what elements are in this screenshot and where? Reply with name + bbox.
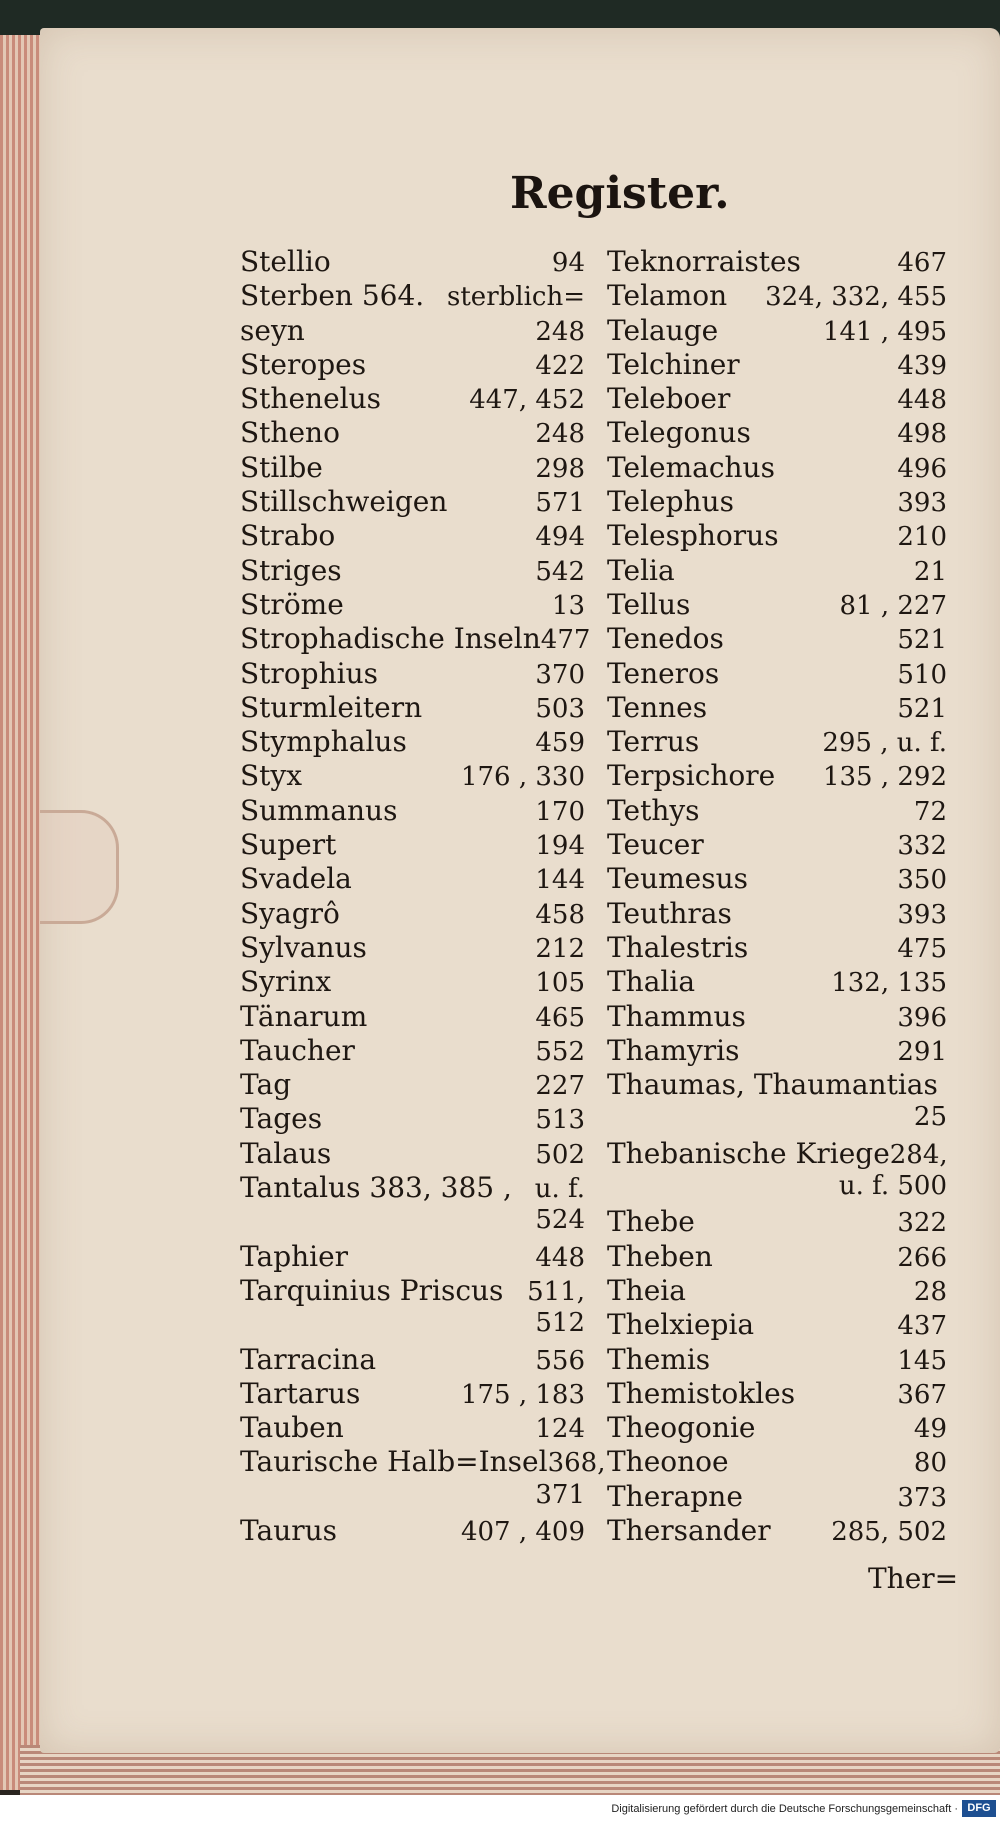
index-entry [240, 1377, 585, 1411]
index-entry [607, 759, 947, 793]
index-entry [607, 1034, 947, 1068]
index-pages: 94 [551, 248, 585, 278]
index-pages: 28 [913, 1276, 947, 1307]
index-term: Svadela [240, 862, 352, 896]
index-pages: 371 [535, 1479, 585, 1510]
index-entry [240, 1274, 585, 1308]
index-pages: 248 [535, 419, 585, 450]
index-entry [240, 1137, 585, 1171]
index-entry [607, 382, 947, 416]
index-term: Themis [607, 1342, 711, 1376]
index-pages: 459 [535, 728, 585, 759]
index-pages: 332 [897, 831, 947, 862]
index-entry [240, 451, 585, 485]
index-pages: 105 [535, 968, 585, 999]
index-entry [607, 279, 947, 313]
index-term: Tartarus [240, 1376, 361, 1410]
index-term: Talaus [240, 1136, 332, 1170]
index-entry [607, 554, 947, 588]
index-term: Sterben 564. [240, 279, 425, 313]
index-pages: 437 [897, 1311, 947, 1342]
index-pages: 266 [897, 1242, 947, 1273]
index-term: Telegonus [607, 416, 751, 450]
index-pages: 510 [897, 659, 947, 690]
index-term: Striges [240, 553, 342, 587]
index-pages: 81 , 227 [839, 590, 947, 621]
index-term: Thaumas, Thaumantias [607, 1068, 938, 1102]
index-pages: 212 [535, 933, 585, 964]
index-term: Taucher [240, 1033, 355, 1067]
index-term: Strabo [240, 519, 336, 553]
index-entry [240, 588, 585, 622]
index-pages: 494 [535, 522, 585, 553]
index-term: Teucer [607, 828, 704, 862]
index-entry [240, 245, 585, 279]
index-entry [240, 1068, 585, 1102]
index-term: Ströme [240, 587, 344, 621]
index-term: Thebanische Kriege [607, 1136, 890, 1170]
index-term: Sturmleitern [240, 690, 423, 724]
index-pages: 248 [535, 316, 585, 347]
index-pages: 25 [913, 1102, 947, 1133]
index-entry [607, 1274, 947, 1308]
digitization-footer [0, 1795, 1000, 1825]
index-term: Strophius [240, 656, 378, 690]
index-pages: 170 [535, 796, 585, 827]
index-pages: 448 [897, 385, 947, 416]
index-entry [607, 451, 947, 485]
index-entry [607, 1343, 947, 1377]
index-entry [607, 897, 947, 931]
index-term: Thamyris [607, 1033, 740, 1067]
index-term: Thelxiepia [607, 1308, 755, 1342]
index-entry [240, 1308, 585, 1342]
index-entry [240, 348, 585, 382]
index-entry [240, 314, 585, 348]
index-term: Terrus [607, 725, 700, 759]
index-term: Thebe [607, 1205, 695, 1239]
index-term: Theben [607, 1239, 713, 1273]
index-entry [240, 828, 585, 862]
index-pages: 496 [897, 453, 947, 484]
index-entry [607, 794, 947, 828]
index-entry [607, 862, 947, 896]
index-entry [240, 382, 585, 416]
index-pages: 502 [535, 1139, 585, 1170]
index-entry [240, 554, 585, 588]
index-pages: 324, 332, 455 [765, 282, 947, 313]
index-term: Stymphalus [240, 725, 407, 759]
index-pages: 407 , 409 [460, 1516, 585, 1547]
index-term: Theogonie [607, 1411, 756, 1445]
index-pages: 367 [897, 1379, 947, 1410]
index-pages: 524 [535, 1205, 585, 1236]
index-term: Teknorraistes [607, 245, 801, 278]
index-term: Thammus [607, 999, 746, 1033]
index-term: Tarquinius Priscus [240, 1273, 504, 1307]
index-entry [240, 759, 585, 793]
index-entry [607, 657, 947, 691]
index-term: Telephus [607, 485, 734, 519]
index-term: Theia [607, 1273, 686, 1307]
index-term: Teneros [607, 656, 720, 690]
index-term: Themistokles [607, 1376, 796, 1410]
index-pages: 513 [535, 1105, 585, 1136]
index-entry [607, 965, 947, 999]
index-entry [607, 1514, 947, 1548]
index-entry [607, 1068, 947, 1102]
index-pages: 458 [535, 899, 585, 930]
index-pages: 322 [897, 1208, 947, 1239]
index-pages: 145 [897, 1345, 947, 1376]
index-entry [607, 1137, 947, 1171]
index-term: Tag [240, 1068, 292, 1102]
index-term: Teleboer [607, 382, 731, 416]
index-entry [240, 657, 585, 691]
index-entry [607, 1102, 947, 1136]
index-term: Tantalus 383, 385 , [240, 1171, 512, 1205]
index-pages: 13 [551, 590, 585, 621]
index-term: Telauge [607, 313, 719, 347]
index-term: Theonoe [607, 1445, 729, 1479]
index-term: Taurische Halb=Insel [240, 1445, 548, 1479]
index-entry [240, 1205, 585, 1239]
index-entry [240, 1240, 585, 1274]
index-term: Summanus [240, 793, 398, 827]
index-pages: 368, [547, 1448, 606, 1479]
index-term: Telemachus [607, 450, 775, 484]
index-pages: 422 [535, 350, 585, 381]
dfg-logo: DFG [962, 1800, 996, 1817]
index-entry [240, 1411, 585, 1445]
index-term: Stillschweigen [240, 485, 448, 519]
index-column-right [607, 245, 947, 1548]
index-pages: 467 [897, 248, 947, 278]
index-entry [240, 1034, 585, 1068]
index-term: Sylvanus [240, 930, 367, 964]
index-pages: 298 [535, 453, 585, 484]
index-term: Terpsichore [607, 759, 776, 793]
index-entry [607, 1308, 947, 1342]
index-term: Stellio [240, 245, 331, 278]
catchword: Ther= [868, 1562, 959, 1595]
index-term: Teuthras [607, 896, 732, 930]
index-entry [240, 794, 585, 828]
index-entry [240, 622, 591, 656]
index-term: Tarracina [240, 1342, 377, 1376]
index-term: Tages [240, 1102, 323, 1136]
index-pages: 521 [897, 625, 947, 656]
index-entry [240, 416, 585, 450]
index-term: Steropes [240, 347, 367, 381]
index-entry [240, 279, 585, 313]
index-entry [607, 828, 947, 862]
index-pages: 141 , 495 [822, 316, 947, 347]
index-pages: 503 [535, 693, 585, 724]
index-term: Tellus [607, 587, 691, 621]
index-term: Telchiner [607, 347, 740, 381]
index-entry [607, 1171, 947, 1205]
index-pages: 72 [913, 796, 947, 827]
index-pages: 210 [897, 522, 947, 553]
index-term: Tethys [607, 793, 700, 827]
index-term: Sthenelus [240, 382, 381, 416]
index-pages: 285, 502 [831, 1516, 947, 1547]
index-entry [240, 1102, 585, 1136]
index-entry [240, 1343, 585, 1377]
index-entry [240, 1171, 585, 1205]
index-pages: 498 [897, 419, 947, 450]
index-pages: 295 , u. f. [822, 728, 947, 759]
index-pages: 396 [897, 1002, 947, 1033]
index-entry [607, 1240, 947, 1274]
index-pages: 448 [535, 1242, 585, 1273]
index-entry [240, 897, 585, 931]
footer-credit: Digitalisierung gefördert durch die Deutsche Forschungsgemeinschaft · [611, 1803, 958, 1815]
index-entry [240, 1445, 606, 1479]
index-pages: 511, [527, 1276, 585, 1307]
index-entry [240, 931, 585, 965]
index-term: Tänarum [240, 999, 368, 1033]
index-term: Telesphorus [607, 519, 779, 553]
index-pages: 175 , 183 [460, 1379, 585, 1410]
index-pages: 80 [913, 1448, 947, 1479]
index-entry [607, 1377, 947, 1411]
index-pages: 370 [535, 659, 585, 690]
index-term: seyn [240, 313, 305, 347]
index-pages: 542 [535, 556, 585, 587]
index-pages: u. f. [534, 1174, 585, 1205]
index-term: Therapne [607, 1479, 743, 1513]
index-term: Strophadische Inseln [240, 622, 541, 656]
index-entry [607, 588, 947, 622]
index-pages: 227 [535, 1071, 585, 1102]
index-entry [607, 1445, 947, 1479]
index-term: Tennes [607, 690, 708, 724]
index-entry [607, 1480, 947, 1514]
index-pages: 21 [913, 556, 947, 587]
index-entry [607, 314, 947, 348]
index-entry [607, 1205, 947, 1239]
index-term: Stilbe [240, 450, 323, 484]
index-pages: u. f. 500 [838, 1171, 947, 1202]
index-entry [607, 245, 947, 279]
index-pages: 512 [535, 1308, 585, 1339]
index-pages: 135 , 292 [822, 762, 947, 793]
index-term: Taphier [240, 1239, 349, 1273]
index-pages: 465 [535, 1002, 585, 1033]
index-term: Tenedos [607, 622, 724, 656]
index-term: Telia [607, 553, 675, 587]
index-pages: 477 [540, 625, 591, 656]
index-entry [240, 965, 585, 999]
page-title: Register. [510, 168, 730, 219]
index-term: Thalia [607, 965, 696, 999]
index-entry [607, 622, 947, 656]
index-entry [240, 485, 585, 519]
index-entry [240, 691, 585, 725]
index-pages: 393 [897, 899, 947, 930]
index-pages: 49 [913, 1414, 947, 1445]
index-term: Syrinx [240, 965, 332, 999]
index-term: Syagrô [240, 896, 340, 930]
index-term: Stheno [240, 416, 340, 450]
index-pages: 132, 135 [831, 968, 947, 999]
index-pages: 475 [897, 933, 947, 964]
index-term: Taurus [240, 1513, 338, 1547]
index-term: Thersander [607, 1513, 771, 1547]
index-pages: 439 [897, 350, 947, 381]
index-entry [607, 416, 947, 450]
index-term: Supert [240, 828, 337, 862]
index-entry [240, 519, 585, 553]
page-clip-tab [40, 810, 119, 924]
index-entry [607, 519, 947, 553]
index-entry [607, 1000, 947, 1034]
index-pages: 521 [897, 693, 947, 724]
index-pages: 552 [535, 1036, 585, 1067]
index-entry [240, 1480, 585, 1514]
index-pages: 447, 452 [469, 385, 585, 416]
index-entry [607, 725, 947, 759]
index-pages: 291 [897, 1036, 947, 1067]
index-term: Styx [240, 759, 303, 793]
index-entry [607, 485, 947, 519]
index-pages: 144 [535, 865, 585, 896]
index-pages: 124 [535, 1414, 585, 1445]
index-term: Thalestris [607, 930, 749, 964]
index-entry [240, 1514, 585, 1548]
index-entry [240, 725, 585, 759]
index-pages: 571 [535, 488, 585, 519]
index-term: Teumesus [607, 862, 748, 896]
index-entry [240, 862, 585, 896]
index-term: Tauben [240, 1411, 344, 1445]
index-entry [607, 1411, 947, 1445]
index-pages: 176 , 330 [460, 762, 585, 793]
index-pages: 393 [897, 488, 947, 519]
index-entry [240, 1000, 585, 1034]
index-pages: 284, [889, 1139, 948, 1170]
index-pages: 194 [535, 831, 585, 862]
index-entry [607, 931, 947, 965]
index-pages: 350 [897, 865, 947, 896]
index-column-left [240, 245, 606, 1548]
index-entry [607, 348, 947, 382]
index-pages: 556 [535, 1345, 585, 1376]
index-entry [607, 691, 947, 725]
index-pages: 373 [897, 1482, 947, 1513]
index-pages: sterblich= [447, 282, 585, 313]
index-term: Telamon [607, 279, 728, 313]
